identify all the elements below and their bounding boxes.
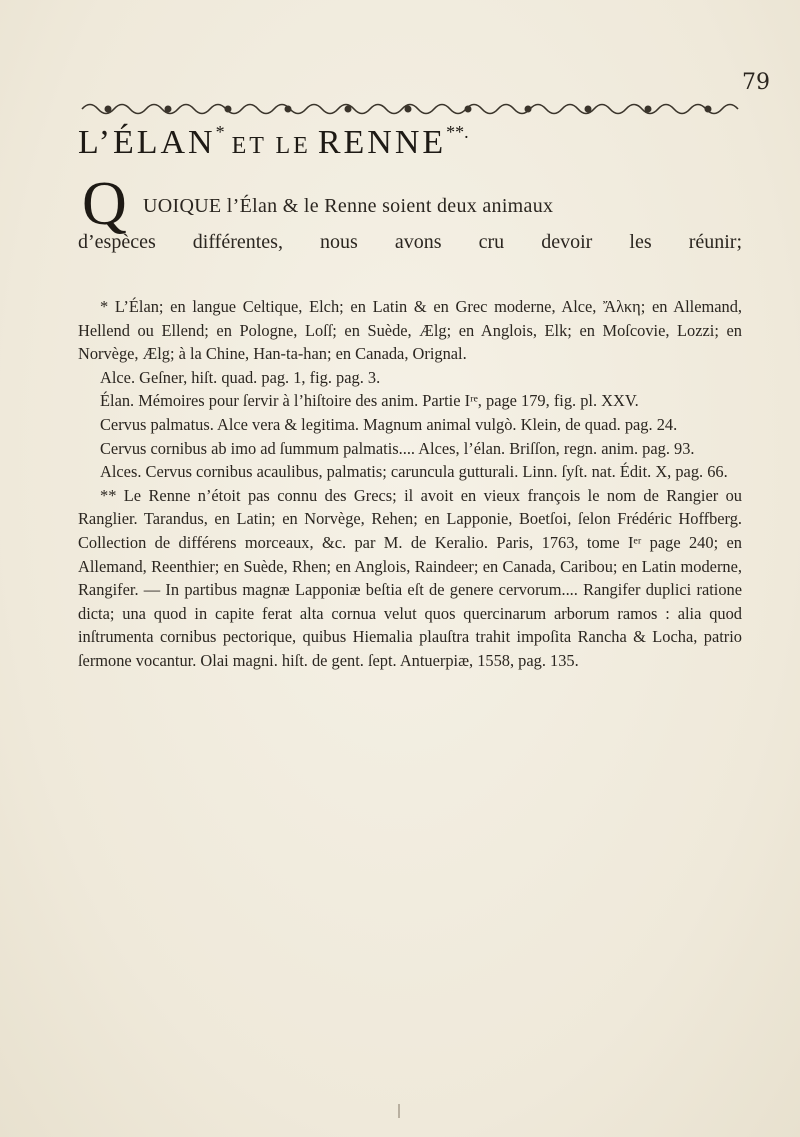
footnote-brisson: Cervus cornibus ab imo ad ſummum palmatis.... Alces, l’élan. Briſſon, regn. anim. pag. 93. [100,438,695,458]
title-conjunction: ET LE [231,133,311,159]
drop-cap: Q [82,170,127,238]
footnote-memoires: Élan. Mémoires pour ſervir à l’hiſtoire des anim. Partie Iʳᵉ, page 179, fig. pl. XXV. [100,391,639,411]
title-elan: L’ÉLAN [78,124,216,161]
footnote-gesner: Alce. Geſner, hiſt. quad. pag. 1, fig. pag. 3. [100,367,381,387]
footnote-renne: ** Le Renne n’étoit pas connu des Grecs; il avoit en vieux françois le nom de Rangier ou Ranglier. Tarandus, en Latin; en Norvège, Rehen; en Lapponie, Boetſoi, ſelon Frédéric Hoffberg. Collection de différens morceaux, &c. par M. de Keralio. Paris, 1763, tome Iᵉʳ page 240; en Allemand, Reenthier; en Suède, Rhen; en Anglois, Raindeer; en Canada, Caribou; en Latin moderne, Rangifer. — In partibus magnæ Lapponiæ beſtia eſt de genere cervorum.... Rangifer duplici ratione dicta; una quod in capite ferat alta cornua velut quos quercinarum arborum ramos : alia quod inſtrumenta cornibus pectorique, quibus Hiemalia plauſtra trahit impoſita Rancha & Locha, patrio ſermone vocantur. Olai magni. hiſt. de gent. ſept. Antuerpiæ, 1558, pag. 135. [78,485,742,670]
page-blemish [398,1104,400,1118]
ornamental-border [78,99,742,119]
footnote-klein: Cervus palmatus. Alce vera & legitima. Magnum animal vulgò. Klein, de quad. pag. 24. [100,414,678,434]
intro-line-1: UOIQUE l’Élan & le Renne soient deux animaux [143,195,554,217]
intro-line-2: d’espèces différentes, nous avons cru devoir les réunir; [78,231,742,253]
page-number: 79 [742,70,770,95]
chapter-title [78,124,742,162]
title-renne: RENNE [317,124,447,161]
title-footnote-mark-2: **. [446,122,469,142]
footnote-elan-names: * L’Élan; en langue Celtique, Elch; en Latin & en Grec moderne, Alce, Ἄλκη; en Allemand, Hellend ou Ellend; en Pologne, Loſſ; en Suède, Ælg; en Anglois, Elk; en Moſcovie, Lozzi; en Norvège, Ælg; à la Chine, Han-ta-han; en Canada, Orignal. [78,297,742,364]
footnotes [78,295,742,673]
footnote-linnaeus: Alces. Cervus cornibus acaulibus, palmatis; caruncula gutturali. Linn. ſyſt. nat. Édit. X, pag. 66. [100,462,728,482]
title-footnote-mark-1: * [215,122,225,142]
